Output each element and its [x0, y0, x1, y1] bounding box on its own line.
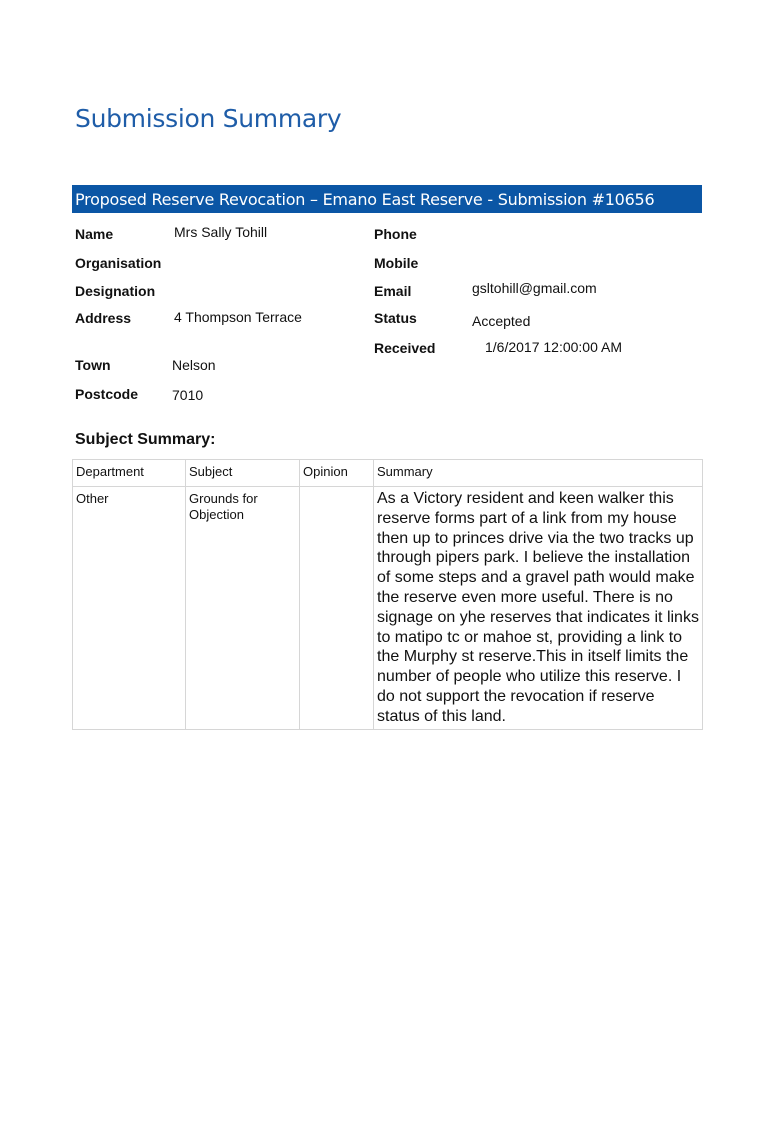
department-cell: Other [73, 487, 186, 730]
column-header-summary: Summary [374, 460, 703, 487]
designation-label: Designation [75, 283, 156, 299]
status-label: Status [374, 310, 417, 326]
subject-summary-table [72, 459, 703, 730]
received-value: 1/6/2017 12:00:00 AM [485, 339, 622, 355]
name-value: Mrs Sally Tohill [174, 224, 268, 240]
subject-summary-title: Subject Summary: [75, 431, 216, 448]
table-row [73, 487, 703, 730]
town-value: Nelson [172, 357, 216, 373]
summary-cell: As a Victory resident and keen walker this reserve forms part of a link from my house then up to princes drive via the two tracks up through pipers park. I believe the installation of some steps and a gravel path would make the reserve even more useful. There is no signage on yhe reserves that indicates it links to matipo tc or mahoe st, providing a link to the Murphy st reserve.This in itself limits the number of people who utilize this reserve. I do not support the revocation if reserve status of this land. [374, 487, 703, 730]
email-label: Email [374, 283, 412, 299]
page-title: Submission Summary [75, 104, 342, 133]
name-label: Name [75, 226, 114, 242]
postcode-label: Postcode [75, 386, 139, 402]
submission-banner: Proposed Reserve Revocation – Emano East Reserve - Submission #10656 [72, 185, 702, 213]
mobile-label: Mobile [374, 255, 419, 271]
address-value: 4 Thompson Terrace [174, 309, 302, 325]
organisation-label: Organisation [75, 255, 162, 271]
address-label: Address [75, 310, 132, 326]
subject-cell: Grounds for Objection [186, 487, 300, 730]
status-value: Accepted [472, 313, 531, 329]
table-header-row [73, 460, 703, 487]
column-header-opinion: Opinion [300, 460, 374, 487]
phone-label: Phone [374, 226, 417, 242]
column-header-department: Department [73, 460, 186, 487]
column-header-subject: Subject [186, 460, 300, 487]
email-value: gsltohill@gmail.com [472, 280, 597, 296]
postcode-value: 7010 [172, 387, 204, 403]
town-label: Town [75, 357, 111, 373]
received-label: Received [374, 340, 436, 356]
opinion-cell [300, 487, 374, 730]
